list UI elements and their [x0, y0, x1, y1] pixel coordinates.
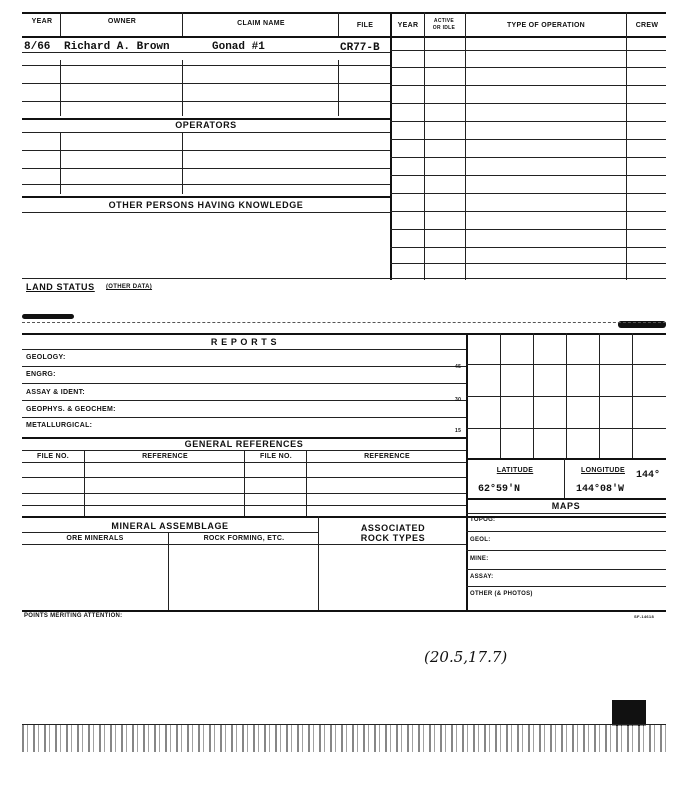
reports-top-border — [22, 333, 666, 335]
report-engrg: ENGRG: — [26, 371, 56, 378]
row-line — [466, 498, 666, 500]
row-line — [390, 85, 666, 86]
grid-bottom — [466, 458, 666, 460]
col-divider — [626, 12, 627, 280]
row-line — [390, 139, 666, 140]
col-divider — [60, 12, 61, 36]
col-divider — [60, 132, 61, 194]
longitude-extra: 144° — [636, 470, 661, 481]
other-persons-heading: OTHER PERSONS HAVING KNOWLEDGE — [108, 200, 304, 210]
maps-other: OTHER (& PHOTOS) — [470, 591, 533, 597]
header-active-line2: OR IDLE — [432, 25, 456, 31]
report-geology: GEOLOGY: — [26, 354, 66, 361]
header-file: FILE — [356, 22, 374, 29]
report-margin-45: 45 — [455, 364, 462, 370]
row-line — [22, 400, 466, 401]
scan-line — [22, 724, 666, 725]
owner-claim-name: Gonad #1 — [212, 41, 265, 53]
top-section-bottom — [22, 278, 666, 279]
land-status-sub: (OTHER DATA) — [106, 284, 153, 290]
header-owner: OWNER — [107, 18, 137, 25]
ref-file-no-1: FILE NO. — [37, 453, 69, 460]
row-line — [390, 263, 666, 264]
col-divider — [338, 60, 339, 116]
top-border — [22, 12, 666, 14]
row-line — [390, 229, 666, 230]
points-meriting-attention: POINTS MERITING ATTENTION: — [24, 613, 123, 619]
mineral-bottom-border — [22, 610, 666, 612]
longitude-value: 144°08'W — [576, 484, 625, 495]
col-divider — [564, 458, 565, 498]
mineral-top-border — [22, 516, 666, 518]
grid-line — [466, 428, 666, 429]
col-divider — [84, 450, 85, 516]
header-active-line1: ACTIVE — [433, 18, 455, 24]
grid-line — [466, 364, 666, 365]
row-line — [22, 544, 466, 545]
owner-file: CR77-B — [340, 42, 380, 54]
row-line — [390, 175, 666, 176]
col-divider — [168, 532, 169, 610]
row-line — [22, 322, 666, 323]
header-year-2: YEAR — [397, 22, 419, 29]
latitude-label: LATITUDE — [496, 467, 534, 474]
col-divider — [424, 12, 425, 280]
grid-line — [466, 396, 666, 397]
header-claim-name: CLAIM NAME — [237, 20, 285, 27]
row-line — [466, 550, 666, 551]
scan-noise-band — [22, 724, 666, 752]
row-line — [466, 569, 666, 570]
ref-reference-2: REFERENCE — [364, 453, 410, 460]
row-line — [390, 211, 666, 212]
row-line — [22, 349, 466, 350]
row-line — [22, 417, 466, 418]
col-divider — [182, 12, 183, 36]
owner-name: Richard A. Brown — [64, 41, 170, 53]
mineral-assemblage-heading: MINERAL ASSEMBLAGE — [111, 521, 229, 531]
header-bottom-border — [22, 36, 666, 38]
strike-line — [22, 52, 390, 53]
col-divider — [306, 450, 307, 516]
row-line — [466, 513, 666, 514]
row-line — [390, 67, 666, 68]
header-year: YEAR — [31, 18, 53, 25]
col-divider — [182, 60, 183, 116]
row-line — [390, 103, 666, 104]
associated-rock-types-line1: ASSOCIATED — [360, 523, 426, 533]
ref-reference-1: REFERENCE — [142, 453, 188, 460]
col-divider — [244, 450, 245, 516]
row-line — [22, 83, 390, 84]
col-divider — [318, 516, 319, 610]
other-persons-top-border — [22, 196, 390, 198]
land-status-heading: LAND STATUS — [26, 282, 95, 292]
ore-minerals-label: ORE MINERALS — [66, 535, 124, 542]
form-number: SF-14618 — [634, 614, 654, 619]
row-line — [390, 247, 666, 248]
rock-forming-label: ROCK FORMING, ETC. — [203, 535, 285, 542]
row-line — [22, 383, 466, 384]
row-line — [22, 532, 318, 533]
ink-smudge — [22, 314, 74, 319]
owner-year: 8/66 — [24, 41, 51, 53]
row-line — [22, 366, 466, 367]
report-metallurgical: METALLURGICAL: — [26, 422, 93, 429]
row-line — [22, 168, 390, 169]
row-line — [22, 132, 390, 133]
row-line — [390, 121, 666, 122]
maps-mine: MINE: — [470, 556, 489, 562]
reports-heading: R E P O R T S — [210, 337, 278, 347]
report-geophys: GEOPHYS. & GEOCHEM: — [26, 406, 116, 413]
report-assay: ASSAY & IDENT: — [26, 389, 86, 396]
row-line — [22, 150, 390, 151]
row-line — [390, 157, 666, 158]
row-line — [22, 212, 390, 213]
report-margin-30: 30 — [455, 397, 462, 403]
col-divider — [465, 12, 466, 280]
longitude-label: LONGITUDE — [581, 467, 625, 474]
handwritten-coords: (20.5,17.7) — [424, 648, 508, 666]
maps-geol: GEOL: — [470, 537, 491, 543]
col-divider — [182, 132, 183, 194]
maps-assay: ASSAY: — [470, 574, 494, 580]
ref-file-no-2: FILE NO. — [260, 453, 292, 460]
col-divider — [390, 12, 392, 280]
maps-topog: TOPOG: — [470, 517, 496, 523]
row-line — [390, 193, 666, 194]
col-divider — [60, 60, 61, 116]
header-crew: CREW — [635, 22, 659, 29]
maps-heading: MAPS — [551, 501, 581, 511]
row-line — [390, 50, 666, 51]
report-margin-15: 15 — [455, 428, 462, 434]
row-line — [22, 65, 390, 66]
row-line — [22, 101, 390, 102]
row-line — [22, 184, 390, 185]
latitude-value: 62°59'N — [478, 484, 521, 495]
scan-artifact — [612, 700, 646, 726]
associated-rock-types-line2: ROCK TYPES — [360, 533, 426, 543]
col-divider — [338, 12, 339, 36]
header-type-of-operation: TYPE OF OPERATION — [506, 22, 586, 29]
row-line — [466, 531, 666, 532]
operators-heading: OPERATORS — [175, 120, 237, 130]
general-references-heading: GENERAL REFERENCES — [184, 439, 304, 449]
row-line — [466, 586, 666, 587]
